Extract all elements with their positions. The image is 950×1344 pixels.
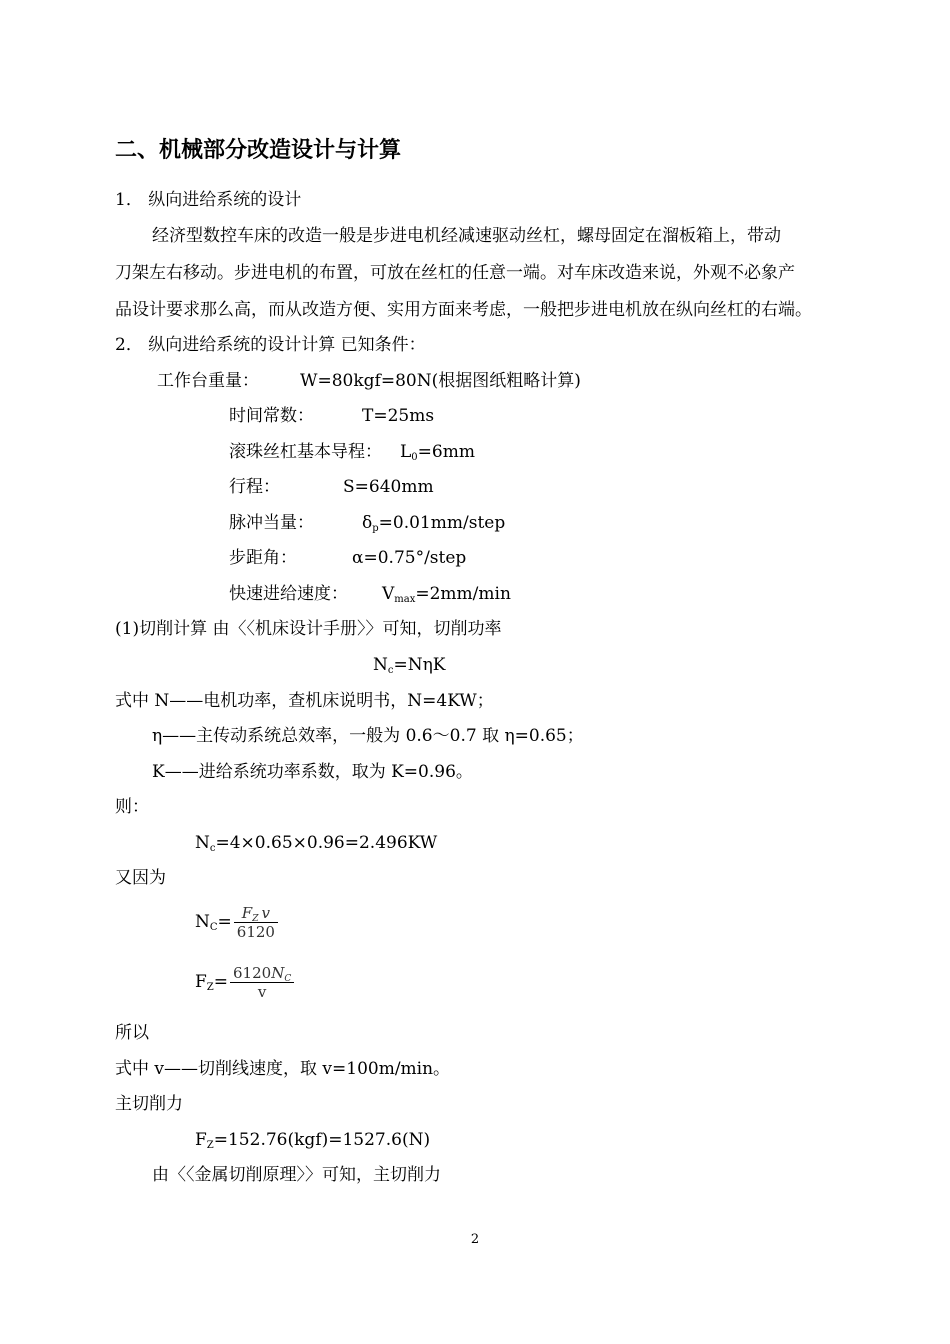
param-step-label: 步距角： — [229, 548, 297, 568]
cutting-intro: (1)切削计算 由〈〈机床设计手册〉〉可知，切削功率 — [115, 619, 502, 639]
param-time-label: 时间常数： — [229, 406, 314, 426]
where-cutting-speed: 式中 v——切削线速度，取 v=100m/min。 — [115, 1059, 451, 1079]
main-force-label: 主切削力 — [115, 1094, 183, 1114]
param-pulse-label: 脉冲当量： — [229, 513, 314, 533]
formula-fz-fraction: $F_Z=$ $\frac{6120N_C}{v}$ — [195, 962, 294, 1002]
param-pulse-value: $\delta_p=0.01mm$/step — [362, 513, 506, 534]
param-weight-value: W=80kgf=80N(根据图纸粗略计算) — [300, 371, 581, 391]
paragraph-line: 经济型数控车床的改造一般是步进电机经减速驱动丝杠，螺母固定在溜板箱上，带动 — [152, 226, 781, 246]
param-stroke-label: 行程： — [229, 477, 280, 497]
fraction: $\frac{6120N_C}{v}$ — [230, 964, 294, 1001]
fraction: $\frac{F_Z v}{6120}$ — [234, 904, 278, 941]
param-lead-label: 滚珠丝杠基本导程： — [229, 442, 382, 462]
section-heading: 二、机械部分改造设计与计算 — [115, 138, 402, 163]
metal-cutting-reference: 由〈〈金属切削原理〉〉可知，主切削力 — [152, 1165, 441, 1185]
param-step-value: α=0.75°/step — [352, 548, 467, 568]
also-label: 又因为 — [115, 868, 166, 888]
param-weight-label: 工作台重量： — [157, 371, 259, 391]
formula-nc-fraction: $N_C=$ $\frac{F_Z v}{6120}$ — [195, 902, 278, 942]
where-efficiency: η——主传动系统总效率，一般为 0.6～0.7 取 η=0.65； — [152, 726, 584, 746]
param-stroke-value: S=640mm — [343, 477, 434, 497]
so-label: 所以 — [115, 1023, 149, 1043]
subsection-title-2: 2． 纵向进给系统的设计计算 已知条件： — [115, 335, 426, 355]
param-lead-value: $L_0=6mm$ — [400, 442, 475, 463]
where-coefficient: K——进给系统功率系数，取为 K=0.96。 — [152, 762, 473, 782]
then-label: 则： — [115, 797, 149, 817]
page-number: 2 — [470, 1232, 480, 1247]
param-speed-value: $V_{max}=2mm/\min$ — [382, 584, 511, 605]
where-motor-power: 式中 N——电机功率，查机床说明书，N=4KW； — [115, 691, 494, 711]
paragraph-line: 品设计要求那么高，而从改造方便、实用方面来考虑，一般把步进电机放在纵向丝杠的右端。 — [115, 300, 812, 320]
formula-fz-result: $F_Z=152.76(kgf)=1527.6(N)$ — [195, 1130, 431, 1151]
paragraph-line: 刀架左右移动。步进电机的布置，可放在丝杠的任意一端。对车床改造来说，外观不必象产 — [115, 263, 795, 283]
formula-nc-result: $N_c=4\times 0.65\times 0.96=2.496KW$ — [195, 833, 438, 854]
param-time-value: T=25ms — [362, 406, 435, 426]
formula-nc: $N_c=N\eta K$ — [373, 655, 446, 676]
subsection-title-1: 1． 纵向进给系统的设计 — [115, 190, 302, 210]
param-speed-label: 快速进给速度： — [229, 584, 348, 604]
